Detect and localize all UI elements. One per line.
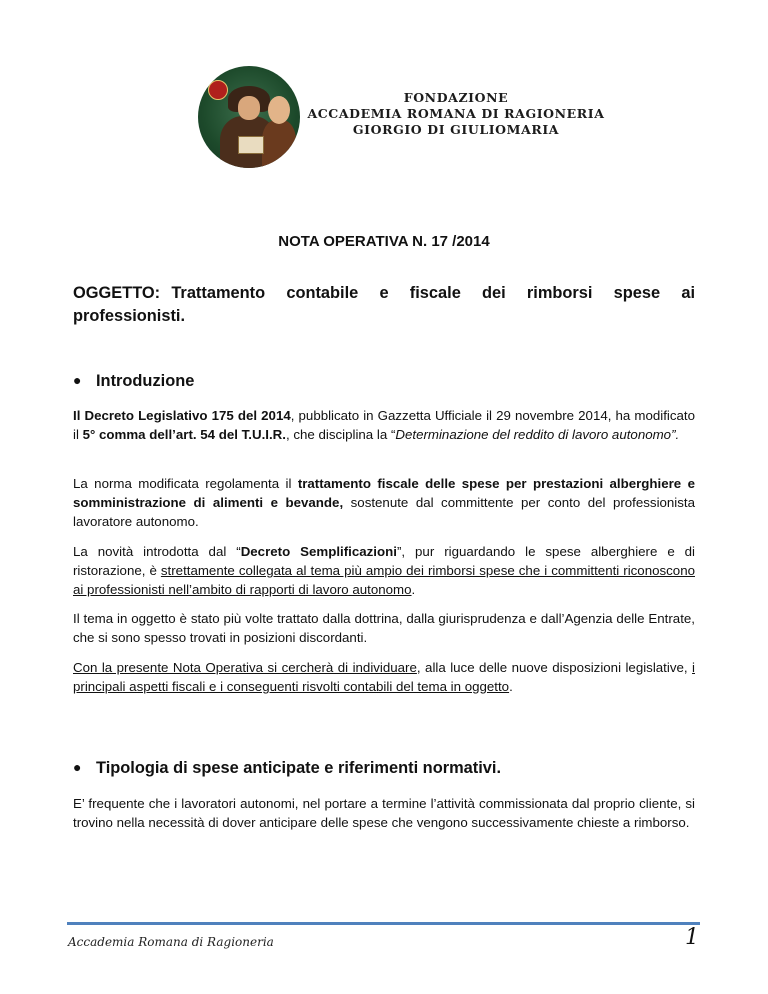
document-title: NOTA OPERATIVA N. 17 /2014 [278,233,490,250]
footer-text: Accademia Romana di Ragioneria [68,935,274,949]
book-icon [238,136,264,154]
intro-paragraph-3: La novità introdotta dal “Decreto Semplificazioni”, pur riguardando le spese alberghiere e di ristorazione, è strettamente collegata al tema più ampio dei rimborsi spese che i committenti riconoscono ai professionisti nell’ambito di rapporti di lavoro autonomo. [73,544,696,597]
section-heading-introduzione: ● Introduzione [73,372,195,390]
section-heading-tipologia: ● Tipologia di spese anticipate e riferimenti normativi. [73,759,502,777]
bullet-icon: ● [73,759,82,775]
intro-paragraph-4: Il tema in oggetto è stato più volte trattato dalla dottrina, dalla giurisprudenza e dall’Agenzia delle Entrate, che si sono spesso trovati in posizioni discordanti. [73,611,695,645]
intro-paragraph-1: Il Decreto Legislativo 175 del 2014, pubblicato in Gazzetta Ufficiale il 29 novembre 2014, ha modificato il 5° comma dell’art. 54 del T.U.I.R., che disciplina la “Determinazione del reddito di lavoro autonomo”. [73,408,695,442]
page-number: 1 [685,925,699,950]
foundation-name: FONDAZIONE ACCADEMIA ROMANA DI RAGIONERIA GIORGIO DI GIULIOMARIA [307,90,605,137]
seal-icon [208,80,228,100]
bullet-icon: ● [73,372,82,388]
foundation-logo [198,66,300,168]
subject: OGGETTO: Trattamento contabile e fiscale dei rimborsi spese ai professionisti. [73,284,695,325]
intro-paragraph-5: Con la presente Nota Operativa si cercherà di individuare, alla luce delle nuove disposizioni legislative, i principali aspetti fiscali e i conseguenti risvolti contabili del tema in oggetto. [73,660,695,694]
intro-paragraph-2: La norma modificata regolamenta il trattamento fiscale delle spese per prestazioni alberghiere e somministrazione di alimenti e bevande, sostenute dal committente per conto del professionista lavoratore autonomo. [73,476,695,529]
footer-rule [67,922,700,925]
tipologia-paragraph-1: E’ frequente che i lavoratori autonomi, nel portare a termine l’attività commissionata dal proprio cliente, si trovino nella necessità di dover anticipare delle spese che vengono successivamente chieste a rimborso. [73,796,695,830]
